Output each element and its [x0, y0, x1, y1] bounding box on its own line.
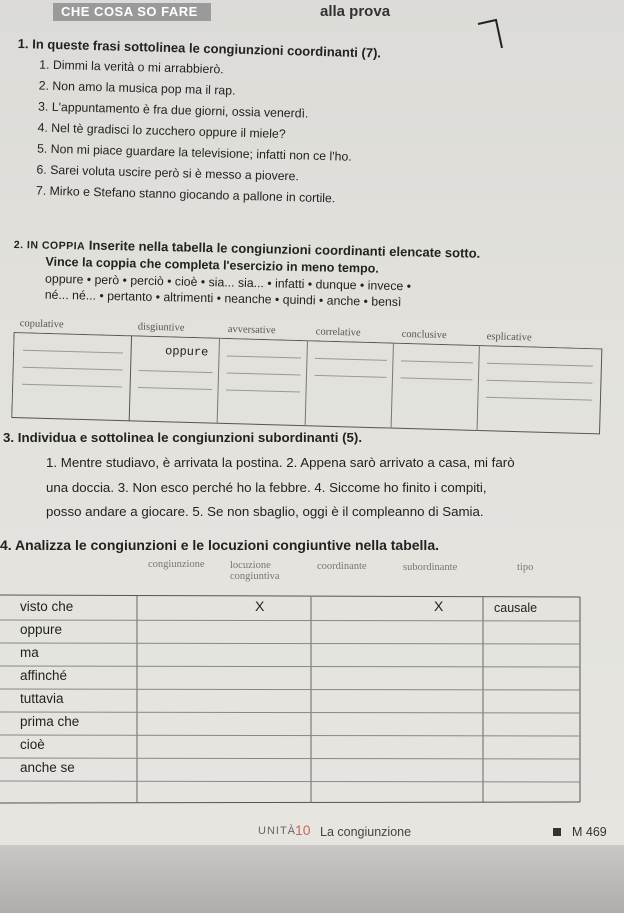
footer-square-icon: [553, 828, 561, 836]
section-badge: CHE COSA SO FARE: [53, 3, 211, 21]
col-header: congiunzione: [148, 559, 205, 570]
ex3-text-line: 1. Mentre studiavo, è arrivata la postina. 2. Appena sarò arrivato a casa, mi farò: [46, 455, 515, 470]
col-header: tipo: [517, 562, 534, 573]
table-row: [0, 688, 580, 710]
row-word: ma: [20, 645, 39, 660]
table-row: [0, 757, 580, 779]
tipo-value: causale: [494, 601, 538, 615]
ex3-text-line: posso andare a giocare. 5. Se non sbaglio, oggi è il compleanno di Samia.: [46, 504, 484, 519]
row-word: oppure: [20, 622, 63, 637]
table-row: [0, 711, 580, 733]
table-row: [0, 665, 580, 687]
ex2-subtitle: Vince la coppia che completa l'esercizio in meno tempo.: [45, 254, 379, 276]
row-word: affinché: [20, 668, 68, 683]
ex1-sentence: 1. Dimmi la verità o mi arrabbierò.: [39, 57, 224, 77]
table-row: [0, 619, 580, 641]
ex1-sentence: 6. Sarei voluta uscire però si è messo a piovere.: [36, 162, 300, 184]
col-header: [230, 560, 310, 582]
subordinante-mark: X: [434, 598, 444, 614]
ex2-list-line: oppure • però • perciò • cioè • sia... sia... • infatti • dunque • invece •: [44, 271, 412, 294]
ex4-title: 4. Analizza le congiunzioni e le locuzioni congiuntive nella tabella.: [0, 537, 439, 553]
ex2-prefix: 2. IN COPPIA: [13, 238, 86, 253]
ex3-text-line: una doccia. 3. Non esco perché ho la febbre. 4. Siccome ho finito i compiti,: [46, 480, 487, 495]
col-header: copulative: [19, 318, 64, 331]
col-header-text: locuzione congiuntiva: [230, 560, 280, 582]
prova-label: alla prova: [320, 3, 391, 20]
col-header: esplicative: [486, 331, 532, 344]
locuzione-mark: X: [255, 598, 265, 614]
ex1-title: 1. In queste frasi sottolinea le congiunzioni coordinanti (7).: [17, 36, 382, 61]
row-word: prima che: [20, 714, 80, 729]
ex1-sentence: 7. Mirko e Stefano stanno giocando a pallone in cortile.: [35, 183, 336, 206]
col-header: conclusive: [401, 328, 447, 342]
table-row: [0, 596, 580, 618]
col-header: subordinante: [403, 562, 458, 573]
table-row: [0, 642, 580, 664]
footer-page-ref: M 469: [572, 825, 607, 839]
ex1-sentence: 5. Non mi piace guardare la televisione; infatti non ce l'ho.: [36, 141, 352, 164]
table-row: [0, 734, 580, 756]
example-entry: oppure: [164, 344, 209, 360]
ex1-sentence: 4. Nel tè gradisci lo zucchero oppure il miele?: [37, 120, 286, 142]
row-word: cioè: [20, 737, 45, 752]
row-word: visto che: [20, 599, 74, 614]
footer-unit-label: UNITÀ: [258, 825, 296, 837]
ex1-sentence: 3. L'appuntamento è fra due giorni, ossia venerdì.: [37, 99, 309, 121]
col-header: correlative: [315, 326, 361, 339]
row-word: tuttavia: [20, 691, 64, 706]
table-grid: [11, 332, 603, 438]
ex3-title: 3. Individua e sottolinea le congiunzioni subordinanti (5).: [3, 430, 363, 445]
col-header: avversative: [227, 323, 276, 337]
col-header: coordinante: [317, 561, 367, 572]
corner-decoration: [476, 18, 510, 48]
col-header: disgiuntive: [137, 321, 185, 334]
ex2-list-line: né... né... • pertanto • altrimenti • neanche • quindi • anche • bensì: [44, 287, 402, 310]
page-fold: [0, 845, 624, 913]
footer-unit-number: 10: [295, 822, 311, 838]
footer-unit-title: La congiunzione: [320, 825, 412, 839]
ex1-sentence: 2. Non amo la musica pop ma il rap.: [38, 78, 236, 98]
ex2-title-text: Inserite nella tabella le congiunzioni coordinanti elencate sotto.: [88, 237, 481, 261]
row-word: anche se: [20, 760, 75, 775]
